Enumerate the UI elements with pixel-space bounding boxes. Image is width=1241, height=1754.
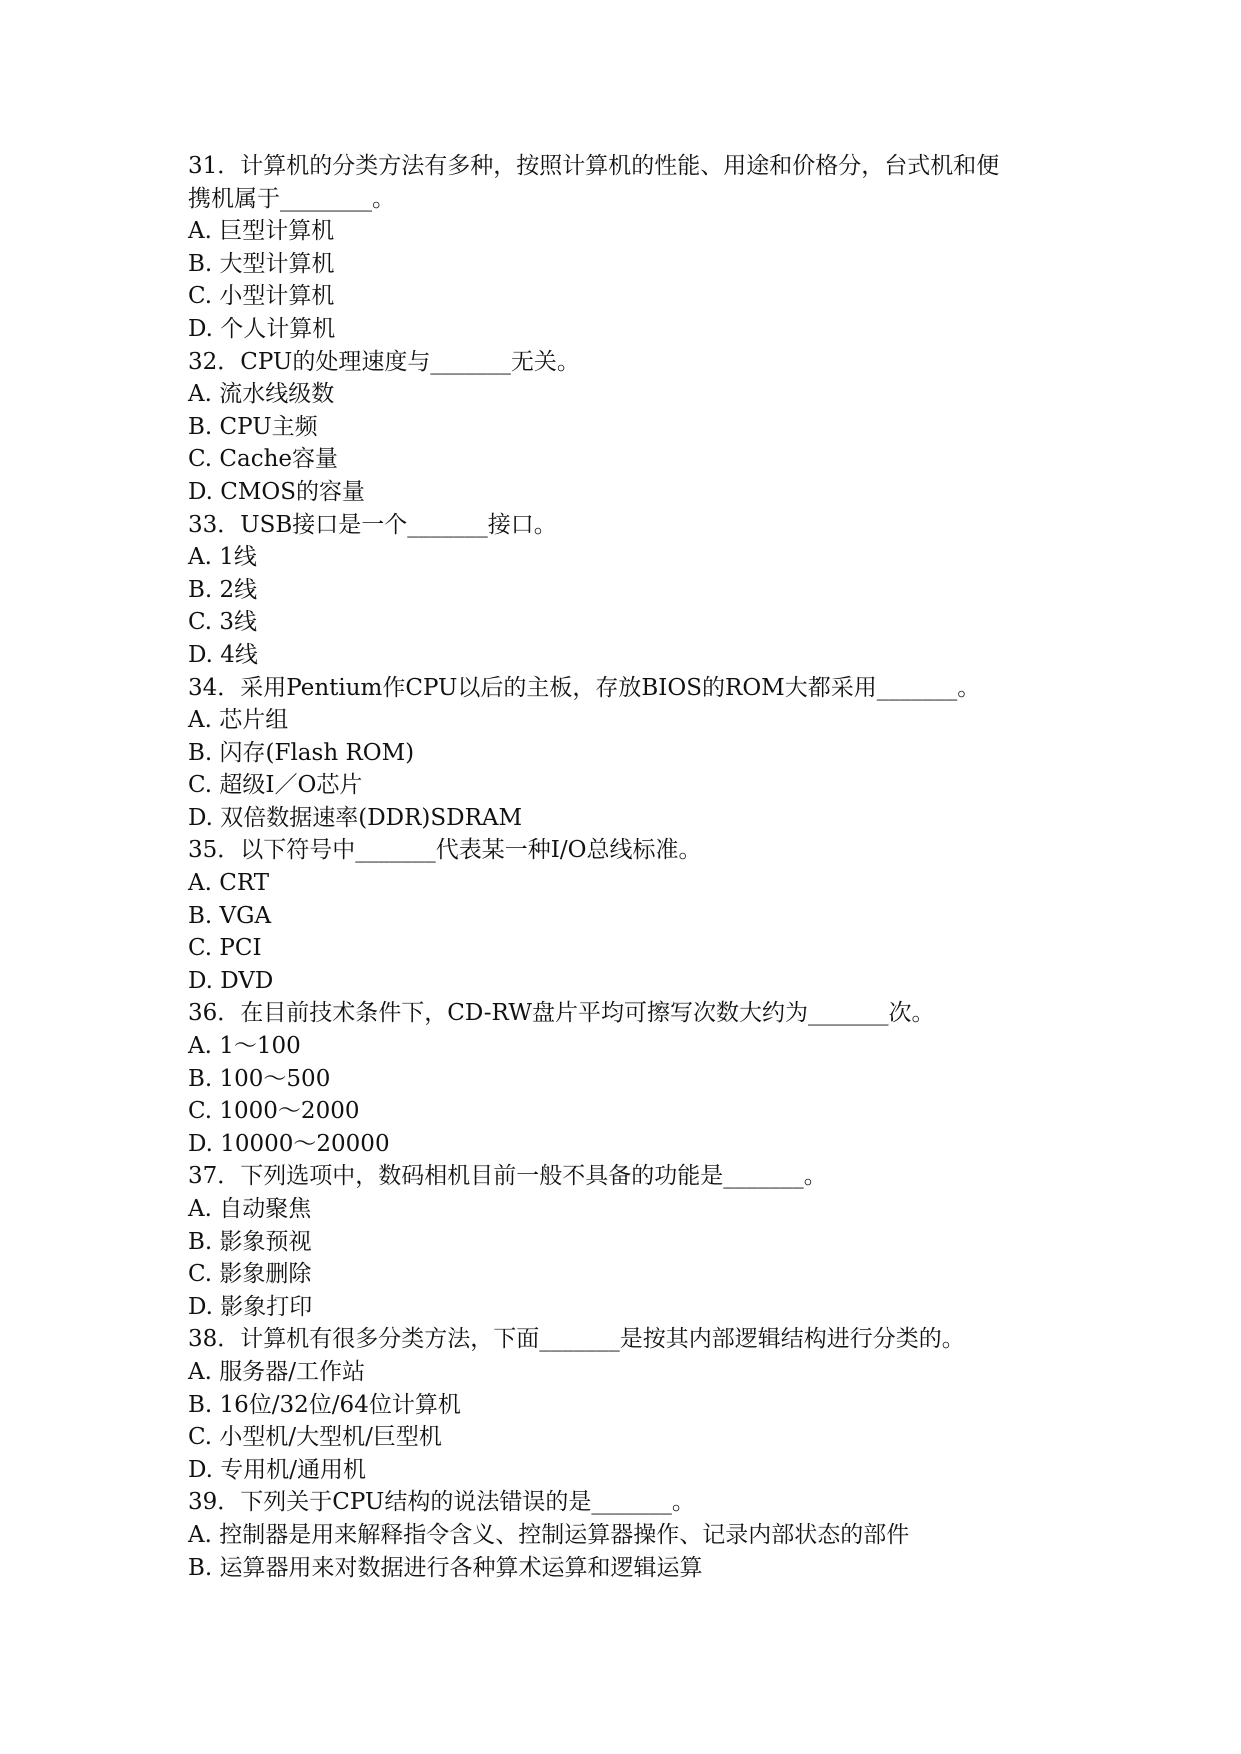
- option-d: D. CMOS的容量: [188, 478, 366, 505]
- question-stem: 35．以下符号中_______代表某一种I/O总线标准。: [188, 837, 702, 864]
- option-a: A. 流水线级数: [188, 381, 335, 408]
- question-stem: 36．在目前技术条件下，CD-RW盘片平均可擦写次数大约为_______次。: [188, 1000, 935, 1027]
- question-31: [188, 150, 1068, 346]
- option-a: A. CRT: [188, 870, 270, 897]
- question-stem: 32．CPU的处理速度与_______无关。: [188, 348, 580, 375]
- question-36: [188, 997, 1068, 1160]
- option-a: A. 1～100: [188, 1033, 301, 1060]
- option-b: B. 2线: [188, 576, 258, 603]
- question-document: [188, 150, 1068, 1584]
- question-32: [188, 346, 1068, 509]
- option-c: C. 小型计算机: [188, 283, 335, 310]
- question-39: [188, 1486, 1068, 1584]
- option-d: D. 4线: [188, 641, 258, 668]
- option-d: D. 双倍数据速率(DDR)SDRAM: [188, 804, 523, 831]
- option-b: B. VGA: [188, 902, 272, 929]
- question-35: [188, 834, 1068, 997]
- option-b: B. 运算器用来对数据进行各种算术运算和逻辑运算: [188, 1554, 703, 1581]
- option-a: A. 1线: [188, 544, 257, 571]
- option-c: C. PCI: [188, 935, 262, 962]
- question-38: [188, 1323, 1068, 1486]
- question-34: [188, 672, 1068, 835]
- option-c: C. Cache容量: [188, 446, 339, 473]
- option-d: D. DVD: [188, 967, 274, 994]
- option-c: C. 1000～2000: [188, 1098, 360, 1125]
- option-a: A. 芯片组: [188, 707, 289, 734]
- option-b: B. 大型计算机: [188, 250, 335, 277]
- option-c: C. 小型机/大型机/巨型机: [188, 1424, 442, 1451]
- option-a: A. 自动聚焦: [188, 1196, 312, 1222]
- question-33: [188, 509, 1068, 672]
- question-37: [188, 1160, 1068, 1323]
- option-b: B. 16位/32位/64位计算机: [188, 1391, 461, 1418]
- option-c: C. 影象删除: [188, 1261, 312, 1288]
- option-b: B. 100～500: [188, 1065, 331, 1092]
- question-stem: 31．计算机的分类方法有多种，按照计算机的性能、用途和价格分，台式机和便: [188, 153, 1000, 179]
- question-stem: 37．下列选项中，数码相机目前一般不具备的功能是_______。: [188, 1163, 827, 1190]
- option-d: D. 10000～20000: [188, 1130, 390, 1157]
- option-d: D. 个人计算机: [188, 315, 336, 342]
- question-stem: 33．USB接口是一个_______接口。: [188, 511, 557, 538]
- option-d: D. 影象打印: [188, 1293, 313, 1320]
- question-stem: 38．计算机有很多分类方法，下面_______是按其内部逻辑结构进行分类的。: [188, 1326, 965, 1353]
- question-stem: 携机属于________。: [188, 185, 395, 212]
- option-a: A. 服务器/工作站: [188, 1358, 365, 1385]
- option-b: B. 闪存(Flash ROM): [188, 739, 415, 766]
- option-a: A. 控制器是用来解释指令含义、控制运算器操作、记录内部状态的部件: [188, 1521, 910, 1548]
- option-b: B. CPU主频: [188, 413, 318, 440]
- option-b: B. 影象预视: [188, 1228, 312, 1255]
- question-stem: 34．采用Pentium作CPU以后的主板，存放BIOS的ROM大都采用_______。: [188, 674, 981, 701]
- option-a: A. 巨型计算机: [188, 218, 335, 245]
- option-d: D. 专用机/通用机: [188, 1456, 366, 1483]
- option-c: C. 3线: [188, 609, 258, 636]
- option-c: C. 超级I／O芯片: [188, 772, 363, 799]
- question-stem: 39．下列关于CPU结构的说法错误的是_______。: [188, 1489, 695, 1516]
